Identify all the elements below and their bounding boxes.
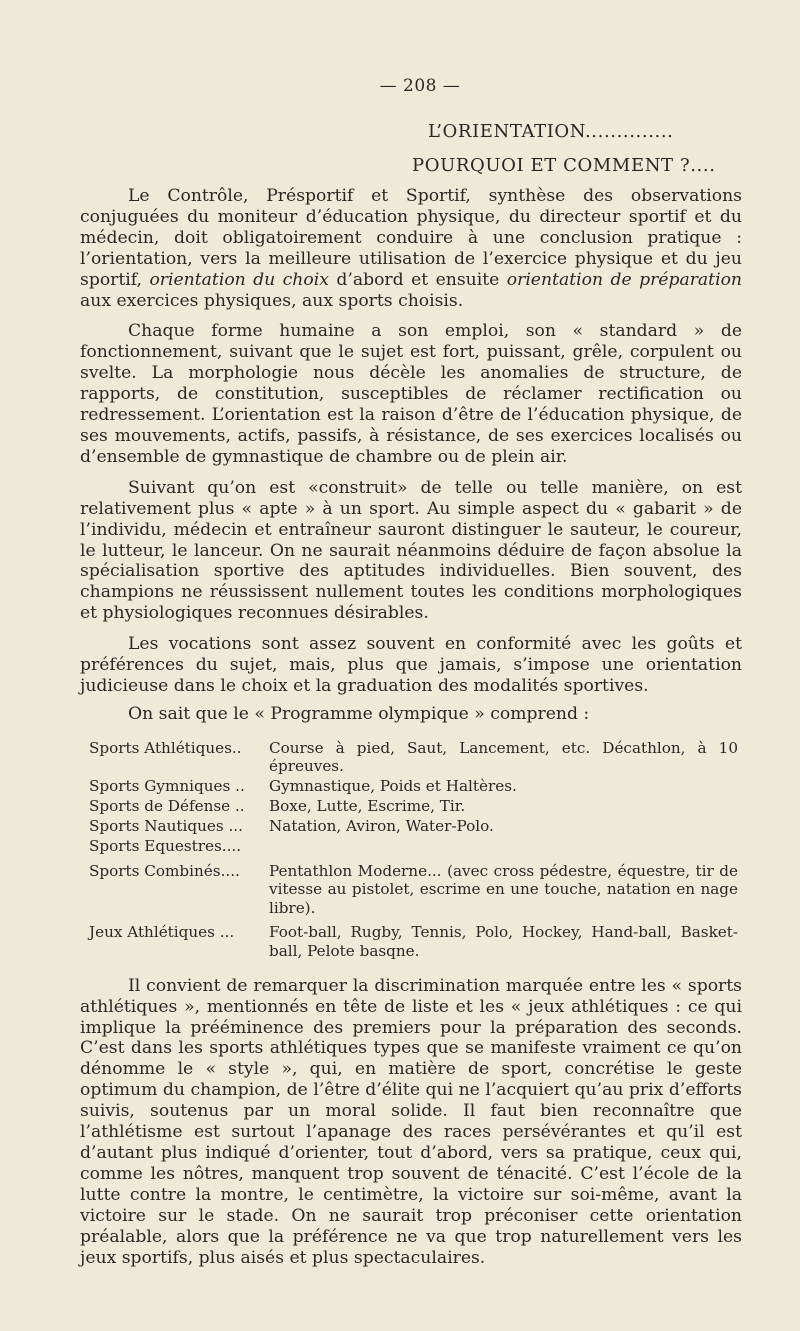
olympic-programme-list — [80, 739, 742, 961]
sport-events: Boxe, Lutte, Escrime, Tir. — [269, 797, 466, 816]
paragraph-1: Le Contrôle, Présportif et Sportif, synthèse des observations conjuguées du moniteur d’éducation physique, du directeur sportif et du médecin, doit obligatoirement conduire à une conclusion pratique : l’orientation, vers la meilleure utilisation de l’exercice physique et du jeu sportif, orientation du choix d’abord et ensuite orientation de préparation aux exercices physiques, aux sports choisis. — [80, 186, 743, 311]
list-item — [80, 837, 742, 856]
sport-events: Course à pied, Saut, Lancement, etc. Décathlon, à 10 épreuves. — [269, 738, 738, 776]
list-item — [80, 739, 742, 776]
sport-category: Sports de Défense .. — [89, 797, 245, 816]
italic-phrase: orientation de préparation — [506, 269, 743, 290]
sport-events: Pentathlon Moderne... (avec cross pédestre, équestre, tir de vitesse au pistolet, escrime en une touche, natation en nage libre). — [269, 861, 738, 917]
sport-category: Sports Combinés.... — [89, 861, 240, 880]
italic-phrase: orientation du choix — [149, 269, 329, 290]
list-item — [80, 777, 742, 796]
sport-events: Foot-ball, Rugby, Tennis, Polo, Hockey, Hand-ball, Basket-ball, Pelote basqne. — [269, 923, 738, 960]
list-item — [80, 923, 742, 960]
sport-events: Gymnastique, Poids et Haltères. — [269, 777, 517, 796]
chapter-heading: L’ORIENTATION.............. — [428, 121, 674, 142]
list-item — [80, 862, 742, 918]
sport-events: Natation, Aviron, Water-Polo. — [269, 817, 494, 836]
sport-category: Sports Equestres.... — [89, 837, 242, 856]
page-number: — 208 — — [379, 76, 461, 96]
paragraph-3: Suivant qu’on est «construit» de telle ou telle manière, on est relativement plus « apte » à un sport. Au simple aspect du « gabarit » de l’individu, médecin et entraîneur sauront distinguer le sauteur, le coureur, le lutteur, le lanceur. On ne saurait néanmoins déduire de façon absolue la spécialisation sportive des aptitudes individuelles. Bien souvent, des champions ne réussissent nullement toutes les conditions morphologiques et physiologiques reconnues désirables. — [80, 477, 742, 624]
sport-events — [269, 837, 742, 856]
paragraph-6: Il convient de remarquer la discrimination marquée entre les « sports athlétiques », mentionnés en tête de liste et les « jeux athlétiques : ce qui implique la prééminence des premiers pour la préparation des seconds. C’est dans les sports athlétiques types que se manifeste vraiment ce qu’on dénomme le « style », qui, en matière de sport, concrétise le geste optimum du champion, de l’être d’élite qui ne l’acquiert qu’au prix d’efforts suivis, soutenus par un moral solide. Il faut bien reconnaître que l’athlétisme est surtout l’apanage des races persévérantes et qu’il est d’autant plus indiqué d’orienter, tout d’abord, vers sa pratique, ceux qui, comme les nôtres, manquent trop souvent de ténacité. C’est l’école de la lutte contre la montre, le centimètre, la victoire sur soi-même, avant la victoire sur le stade. On ne saurait trop préconiser cette orientation préalable, alors que la préférence ne va que trop naturellement vers les jeux sportifs, plus aisés et plus spectaculaires. — [80, 975, 742, 1268]
sport-category: Jeux Athlétiques ... — [89, 923, 235, 942]
paragraph-5: On sait que le « Programme olympique » comprend : — [128, 703, 590, 724]
paragraph-4: Les vocations sont assez souvent en conformité avec les goûts et préférences du sujet, mais, plus que jamais, s’impose une orientation judicieuse dans le choix et la graduation des modalités sportives. — [80, 634, 742, 696]
list-item — [80, 797, 742, 816]
sport-category: Sports Athlétiques.. — [89, 738, 242, 757]
sport-category: Sports Gymniques .. — [89, 777, 245, 796]
list-item — [80, 817, 742, 836]
paragraph-2: Chaque forme humaine a son emploi, son « standard » de fonctionnement, suivant que le sujet est fort, puissant, grêle, corpulent ou svelte. La morphologie nous décèle les anomalies de structure, de rapports, de constitution, susceptibles de réclamer rectification ou redressement. L’orientation est la raison d’être de l’éducation physique, de ses mouvements, actifs, passifs, à résistance, de ses exercices localisés ou d’ensemble de gymnastique de chambre ou de plein air. — [80, 321, 742, 467]
sport-category: Sports Nautiques ... — [89, 817, 243, 836]
body-text — [80, 186, 742, 1268]
chapter-subheading: POURQUOI ET COMMENT ?.... — [412, 155, 716, 176]
